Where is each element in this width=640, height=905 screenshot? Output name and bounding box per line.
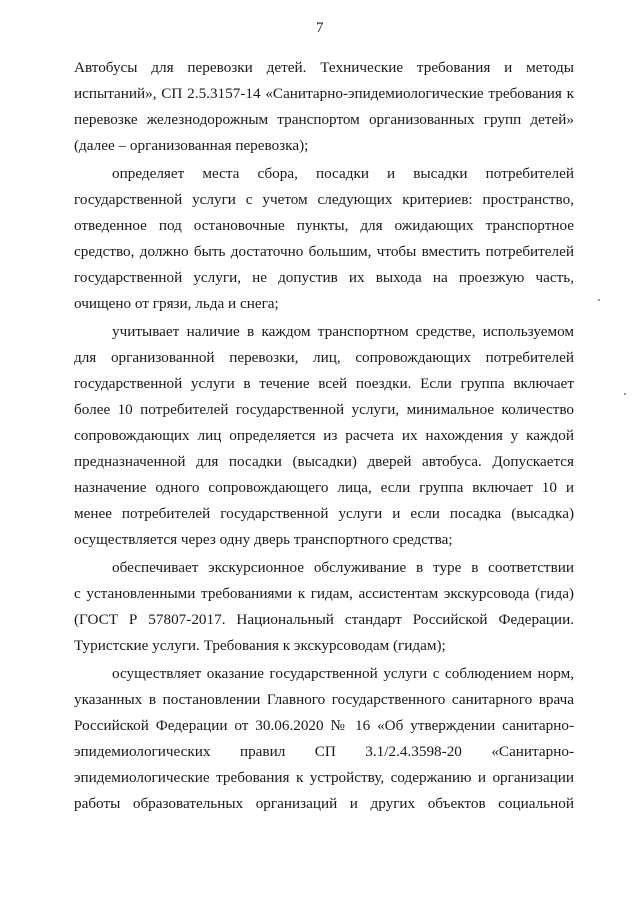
text-line: для организованной перевозки, лиц, сопровождающих потребителей: [74, 349, 574, 366]
text-line: обеспечивает экскурсионное обслуживание в туре в соответствии: [112, 559, 574, 576]
text-line: средство, должно быть достаточно большим, чтобы вместить потребителей: [74, 243, 574, 260]
scan-speck: [598, 299, 600, 301]
text-line: Автобусы для перевозки детей. Технические требования и методы: [74, 59, 574, 76]
text-line: сопровождающих лиц определяется из расчета их нахождения у каждой: [74, 427, 574, 444]
text-line: очищено от грязи, льда и снега;: [74, 295, 279, 312]
text-line: предназначенной для посадки (высадки) дверей автобуса. Допускается: [74, 453, 574, 470]
text-line: с установленными требованиями к гидам, ассистентам экскурсовода (гида): [74, 585, 574, 602]
text-line: эпидемиологические требования к устройству, содержанию и организации: [74, 769, 574, 786]
text-line: эпидемиологических правил СП 3.1/2.4.3598-20 «Санитарно-: [74, 743, 574, 760]
text-line: учитывает наличие в каждом транспортном средстве, используемом: [112, 323, 574, 340]
scan-speck: [624, 393, 626, 395]
text-line: испытаний», СП 2.5.3157-14 «Санитарно-эпидемиологические требования к: [74, 85, 574, 102]
text-line: осуществляется через одну дверь транспортного средства;: [74, 531, 453, 548]
text-line: (ГОСТ Р 57807-2017. Национальный стандарт Российской Федерации.: [74, 611, 574, 628]
text-line: государственной услуги в течение всей поездки. Если группа включает: [74, 375, 574, 392]
text-line: работы образовательных организаций и других объектов социальной: [74, 795, 574, 812]
text-line: менее потребителей государственной услуги и если посадка (высадка): [74, 505, 574, 522]
text-line: Туристские услуги. Требования к экскурсоводам (гидам);: [74, 637, 446, 654]
text-line: более 10 потребителей государственной услуги, минимальное количество: [74, 401, 574, 418]
text-line: осуществляет оказание государственной услуги с соблюдением норм,: [112, 665, 574, 682]
text-line: государственной услуги, не допустив их выхода на проезжую часть,: [74, 269, 574, 286]
text-line: государственной услуги с учетом следующих критериев: пространство,: [74, 191, 574, 208]
text-line: Российской Федерации от 30.06.2020 № 16 «Об утверждении санитарно-: [74, 717, 574, 734]
text-line: указанных в постановлении Главного государственного санитарного врача: [74, 691, 574, 708]
document-body: [74, 55, 574, 817]
text-line: определяет места сбора, посадки и высадки потребителей: [112, 165, 574, 182]
text-line: назначение одного сопровождающего лица, если группа включает 10 и: [74, 479, 574, 496]
page-number: 7: [316, 20, 324, 36]
text-line: (далее – организованная перевозка);: [74, 137, 309, 154]
text-line: отведенное под остановочные пункты, для ожидающих транспортное: [74, 217, 574, 234]
text-line: перевозке железнодорожным транспортом организованных групп детей»: [74, 111, 574, 128]
